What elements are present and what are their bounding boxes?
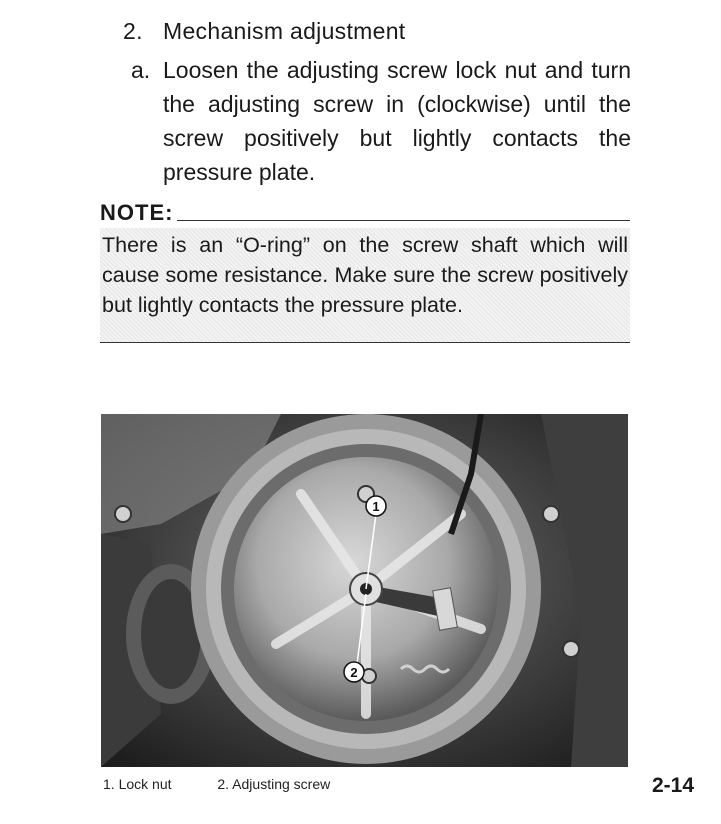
note-bottom-rule (100, 342, 630, 343)
clutch-photo (101, 414, 628, 767)
substep-letter: a. (131, 57, 151, 83)
step-title: Mechanism adjustment (163, 18, 406, 44)
clutch-cover-illustration (101, 414, 628, 767)
note-heading: NOTE: (100, 200, 174, 225)
step-heading (123, 18, 406, 45)
note-rule (177, 220, 630, 221)
step-number: 2. (123, 18, 143, 44)
callout-1 (366, 496, 386, 516)
caption-item-adjusting-screw: 2. Adjusting screw (217, 776, 331, 792)
note-body: There is an “O-ring” on the screw shaft which will cause some resistance. Make sure the screw positively but lightly contacts the pressure plate. (100, 228, 630, 342)
callout-2-label: 2 (350, 665, 358, 680)
note-box (100, 200, 630, 343)
photo-caption (103, 776, 372, 792)
page-number: 2-14 (652, 774, 695, 797)
caption-item-lock-nut: 1. Lock nut (103, 776, 172, 792)
callout-2 (344, 662, 364, 682)
note-heading-row (100, 200, 630, 226)
callout-1-label: 1 (372, 499, 380, 514)
substep-text: Loosen the adjusting screw lock nut and turn the adjusting screw in (clockwise) until the screw positively but lightly contacts the pressure plate. (163, 57, 631, 185)
substep (131, 53, 631, 189)
